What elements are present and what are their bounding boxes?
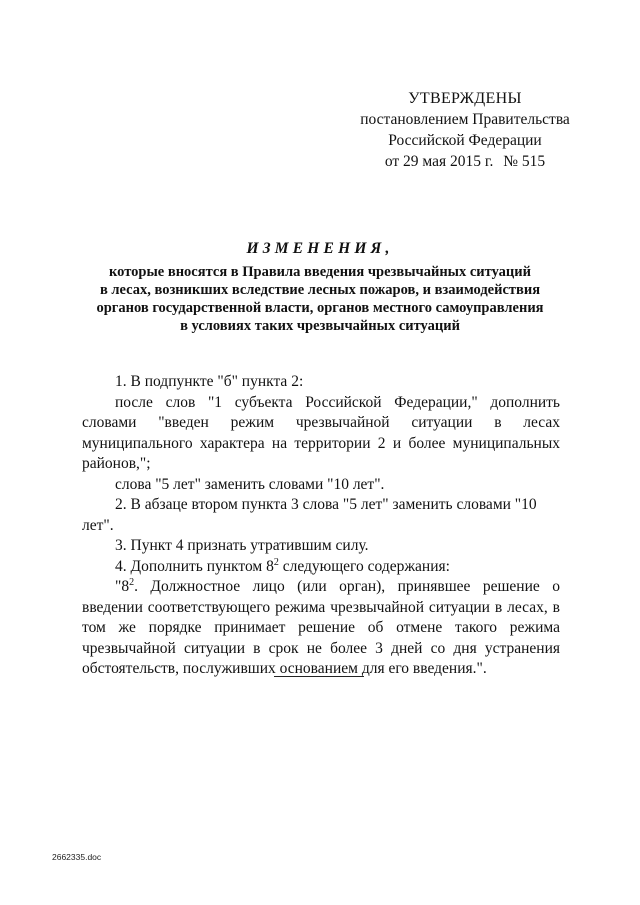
approval-issuer-line: постановлением Правительства [360,111,570,128]
document-heading [60,239,580,335]
document-title: ИЗМЕНЕНИЯ, [246,240,394,257]
file-reference: 2662335.doc [52,852,102,862]
approval-date-line [340,151,590,172]
approval-title: УТВЕРЖДЕНЫ [408,90,522,107]
item-1-text-b: слова "5 лет" заменить словами "10 лет". [115,475,385,493]
item-4 [82,557,560,578]
item-2: 2. В абзаце втором пункта 3 слова "5 лет" заменить словами "10 лет". [82,496,537,534]
approval-date: от 29 мая 2015 г. [384,153,494,170]
new-point-superscript: 2 [129,577,135,588]
document-subtitle-line: в лесах, возникших вследствие лесных пожаров, и взаимодействия [99,282,541,298]
new-point-body: . Должностное лицо (или орган), принявшее решение о введении соответствующего режима чрезвычайной ситуации в лесах, в том же порядке принимает решение об отмене такого режима чрезвычайной ситуации в срок не более 3 дней со дня устранения обстоятельств, послуживших основанием для его введения.". [82,578,560,677]
document-body [82,372,560,680]
item-4-after: следующего содержания: [278,557,450,575]
approval-stamp [340,88,590,172]
item-1-intro: 1. В подпункте "б" пункта 2: [115,373,304,390]
new-point-text [82,577,560,680]
end-separator-line [274,676,364,677]
document-subtitle-line: в условиях таких чрезвычайных ситуаций [180,318,460,334]
item-4-before: 4. Дополнить пунктом 8 [115,557,274,575]
new-point-number: "8 [115,578,130,595]
item-1-text-a: после слов "1 субъекта Российской Федерации," дополнить словами "введен режим чрезвычайной ситуации в лесах муниципального характера на территории 2 и более муниципальных районов,"; [82,393,560,472]
document-subtitle-line: органов государственной власти, органов местного самоуправления [96,300,544,316]
item-4-superscript: 2 [273,556,279,568]
approval-issuer-country: Российской Федерации [388,132,542,149]
approval-number: № 515 [503,153,546,170]
document-subtitle-line: которые вносятся в Правила введения чрезвычайных ситуаций [109,264,531,280]
item-3: 3. Пункт 4 признать утратившим силу. [115,537,369,554]
